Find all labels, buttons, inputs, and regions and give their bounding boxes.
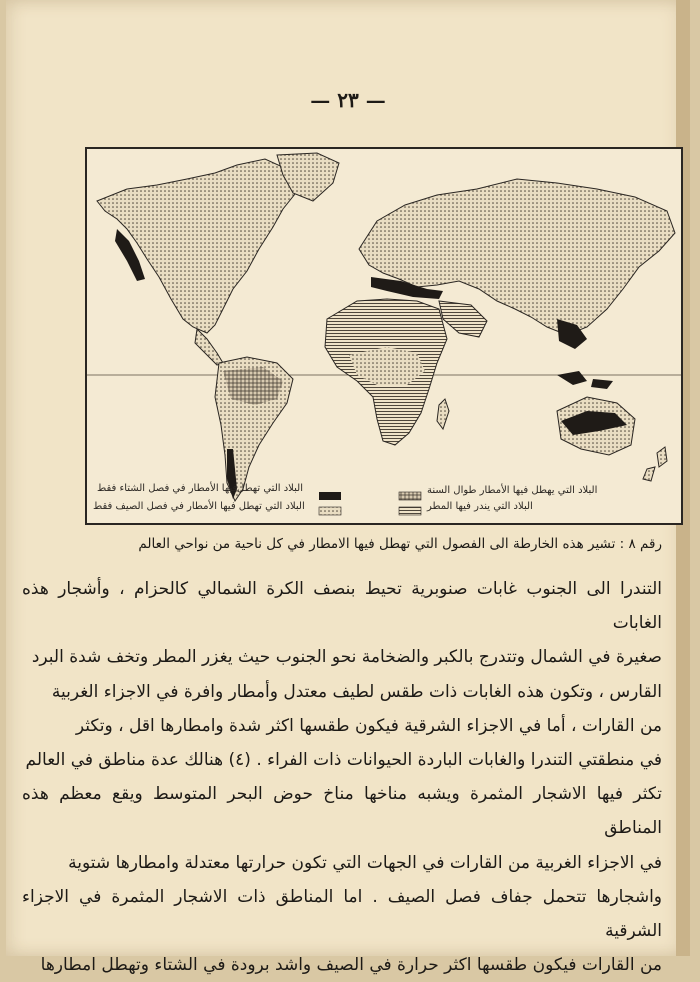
body-line: واشجارها تتحمل جفاف فصل الصيف . اما المناطق ذات الاشجار المثمرة في الاجزاء الشرقية <box>22 886 662 942</box>
legend-swatch-year-round-rain <box>399 492 421 500</box>
southeast-asia-islands <box>557 371 613 389</box>
legend-label-rare-rain: البلاد التي يندر فيها المطر <box>427 501 533 512</box>
page-number: — ٢٣ — <box>310 88 386 112</box>
new-zealand-landmass <box>643 447 667 481</box>
legend-label-summer-rain: البلاد التي تهطل فيها الأمطار في فصل الصيف فقط <box>93 501 305 512</box>
legend-swatch-winter-rain <box>319 492 341 500</box>
legend-swatch-rare-rain <box>399 507 421 515</box>
body-line: صغيرة في الشمال وتتدرج بالكبر والضخامة نحو الجنوب حيث يغزر المطر وتخف شدة البرد <box>31 647 662 668</box>
figure-caption: رقم ٨ : تشير هذه الخارطة الى الفصول التي تهطل فيها الامطار في كل ناحية من نواحي العالم <box>138 536 662 552</box>
legend-label-winter-rain-part1: البلاد التي تهطل <box>237 483 303 494</box>
body-line: تكثر فيها الاشجار المثمرة ويشبه مناخها مناخ حوض البحر المتوسط ويقع معظم هذه المناطق <box>22 784 662 839</box>
legend-swatch-summer-rain <box>319 507 341 515</box>
world-rainfall-map <box>85 147 683 525</box>
body-line: من القارات ، أما في الاجزاء الشرقية فيكون طقسها اكثر شدة وامطارها اقل ، وتكثر <box>75 715 662 736</box>
book-page <box>6 0 690 976</box>
arabia-landmass <box>439 301 487 337</box>
body-line: القارس ، وتكون هذه الغابات ذات طقس لطيف معتدل وأمطار وافرة في الاجزاء الغربية <box>51 681 662 702</box>
body-line: من القارات فيكون طقسها اكثر حرارة في الصيف واشد برودة في الشتاء وتهطل امطارها <box>40 955 662 976</box>
madagascar-landmass <box>437 399 449 429</box>
body-line: التندرا الى الجنوب غابات صنوبرية تحيط بنصف الكرة الشمالي كالحزام ، وأشجار هذه الغابات <box>22 579 662 634</box>
legend-label-year-round-rain: البلاد التي يهطل فيها الأمطار طوال السنة <box>427 485 598 496</box>
world-map-drawing <box>87 149 681 523</box>
central-america-landmass <box>195 329 223 365</box>
legend-label-winter-rain-part2: فيها الأمطار في فصل الشتاء فقط <box>97 483 238 494</box>
body-line: في الاجزاء الغربية من القارات في الجهات التي تكون حرارتها معتدلة وامطارها شتوية <box>68 852 662 873</box>
body-line: في منطقتي التندرا والغابات الباردة الحيوانات ذات الفراء . (٤) هنالك عدة مناطق في العالم <box>25 750 662 771</box>
body-paragraph <box>22 572 662 982</box>
